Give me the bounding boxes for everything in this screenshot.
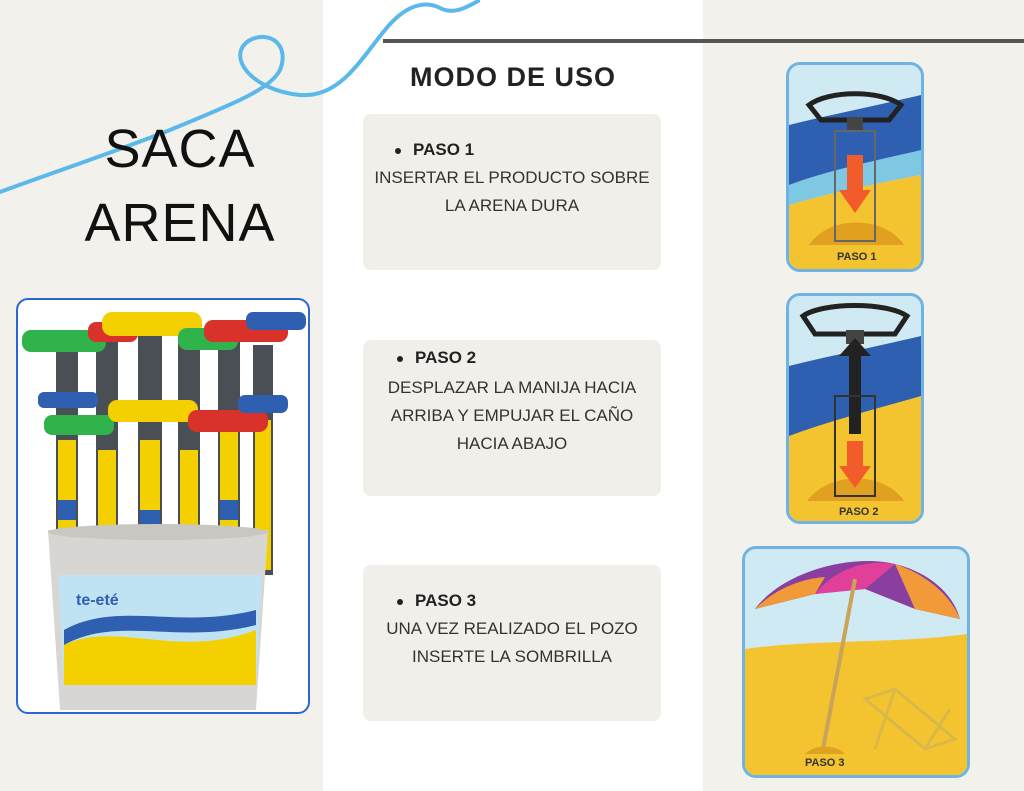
header-divider [383,39,1024,43]
section-title: MODO DE USO [409,62,616,92]
step-1-text [363,164,661,220]
step-3-box [363,565,661,721]
step-3-line: UNA VEZ REALIZADO EL POZO [386,619,638,638]
product-title-line1: SACA [104,119,256,179]
step-1-heading [395,140,474,160]
step-2-heading [397,348,476,368]
step-3-heading [397,591,476,611]
bullet-icon [397,599,403,605]
step-1-caption: PASO 1 [837,251,877,263]
bullet-icon [397,356,403,362]
bullet-icon [395,148,401,154]
bucket-logo: te-eté [76,592,119,609]
step-2-line: DESPLAZAR LA MANIJA HACIA [387,378,637,397]
step-3-line: INSERTE LA SOMBRILLA [412,647,612,666]
step-3-text [363,615,661,671]
step-3-caption: PASO 3 [805,757,845,769]
step-1-illustration [786,62,924,272]
product-photo [16,298,310,714]
step-2-label: PASO 2 [415,348,477,367]
step-2-text [363,374,661,458]
step-1-line: LA ARENA DURA [444,196,580,215]
product-title-line2: ARENA [84,193,276,253]
step-1-line: INSERTAR EL PRODUCTO SOBRE [374,168,650,187]
step-1-box [363,114,661,270]
step-2-box [363,340,661,496]
step-2-line: ARRIBA Y EMPUJAR EL CAÑO [390,406,634,425]
product-title [70,112,290,260]
step-2-line: HACIA ABAJO [456,434,568,453]
step-2-caption: PASO 2 [839,506,879,518]
step-2-illustration [786,293,924,524]
step-3-label: PASO 3 [415,591,477,610]
step-1-label: PASO 1 [413,140,475,159]
step-3-illustration [742,546,970,778]
